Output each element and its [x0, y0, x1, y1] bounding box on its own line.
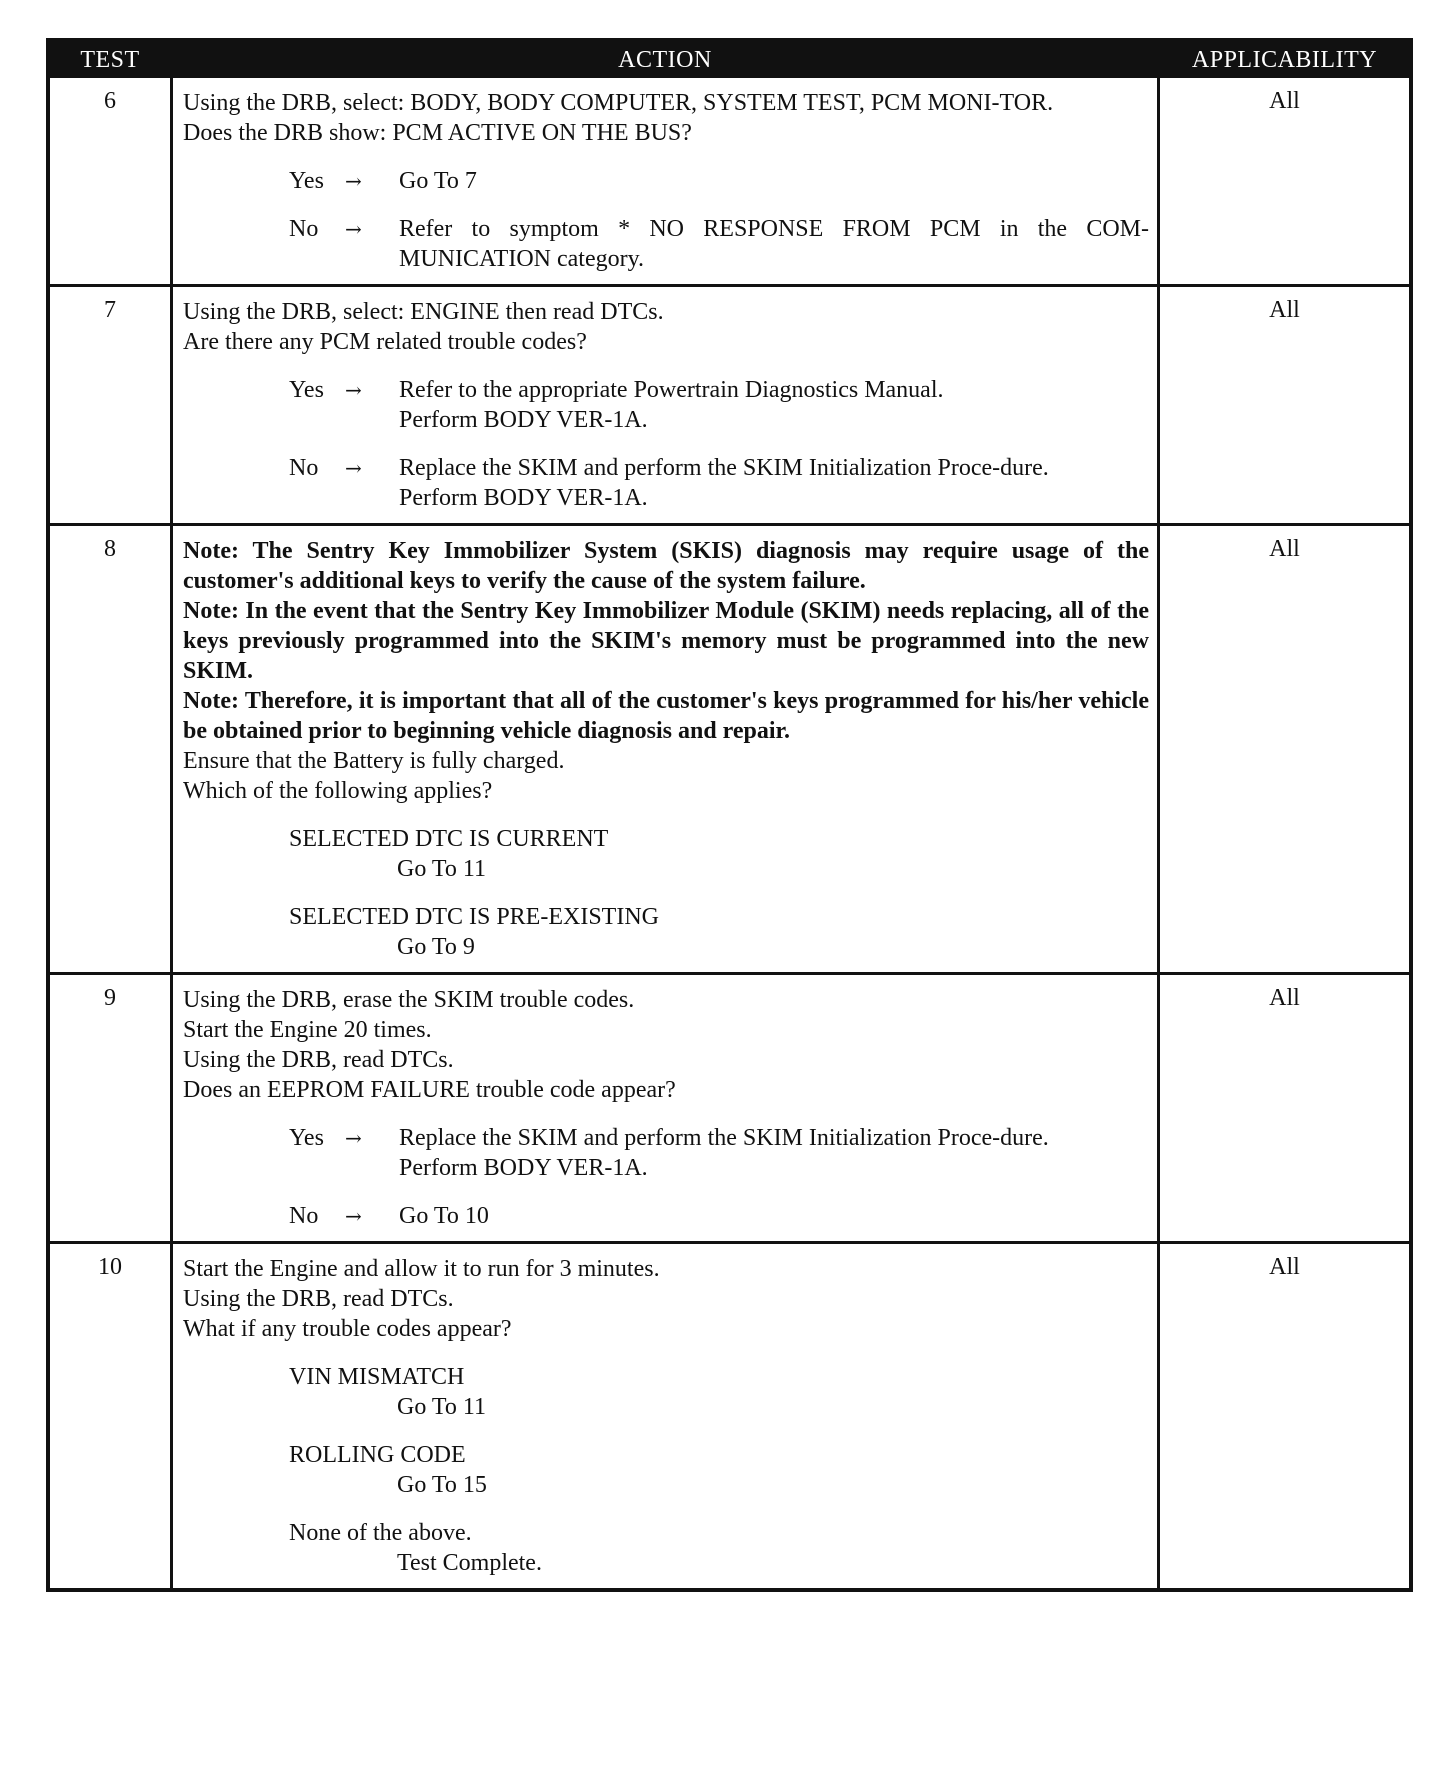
selection-option — [289, 1362, 1149, 1422]
applicability-value: All — [1269, 88, 1300, 114]
answer-result — [399, 1123, 1149, 1183]
answer-option — [289, 1123, 1149, 1183]
answer-result — [399, 166, 1149, 196]
result-line: Refer to the appropriate Powertrain Diagnostics Manual. — [399, 377, 944, 403]
arrow-icon: → — [345, 1204, 362, 1228]
answer-result — [399, 375, 1149, 435]
action-cell — [170, 975, 1160, 1241]
selection-option — [289, 902, 1149, 962]
applicability-value: All — [1269, 297, 1300, 323]
answer-option — [289, 1201, 1149, 1231]
note-text: Note: The Sentry Key Immobilizer System (SKIS) diagnosis may require usage of the customer's additional keys to verify the cause of the system failure. — [183, 538, 1149, 594]
answer-result — [399, 453, 1149, 513]
action-text: Using the DRB, read DTCs. — [183, 1286, 454, 1312]
action-text: Ensure that the Battery is fully charged. — [183, 748, 565, 774]
selection-goto: Test Complete. — [397, 1550, 542, 1576]
action-cell — [170, 287, 1160, 523]
action-text: Does the DRB show: PCM ACTIVE ON THE BUS? — [183, 120, 692, 146]
action-text: Start the Engine 20 times. — [183, 1017, 432, 1043]
arrow-icon: → — [345, 456, 362, 480]
answer-label: Yes — [289, 377, 324, 403]
action-cell — [170, 78, 1160, 284]
table-body — [50, 78, 1409, 1588]
action-text: Start the Engine and allow it to run for 3 minutes. — [183, 1256, 660, 1282]
action-text: What if any trouble codes appear? — [183, 1316, 512, 1342]
arrow-icon: → — [345, 169, 362, 193]
selection-goto: Go To 9 — [397, 934, 475, 960]
result-line: Go To 7 — [399, 168, 477, 194]
answer-label: Yes — [289, 168, 324, 194]
diagnostic-table — [46, 38, 1413, 1592]
selection-label: SELECTED DTC IS PRE-EXISTING — [289, 904, 659, 930]
answer-label: No — [289, 455, 319, 481]
header-test: TEST — [80, 46, 140, 73]
action-cell — [170, 1244, 1160, 1588]
result-line: Refer to symptom * NO RESPONSE FROM PCM in the COM-MUNICATION category. — [399, 216, 1149, 272]
arrow-icon: → — [345, 378, 362, 402]
action-text: Does an EEPROM FAILURE trouble code appear? — [183, 1077, 676, 1103]
table-row — [50, 78, 1409, 284]
answer-option — [289, 453, 1149, 513]
answer-label: No — [289, 216, 319, 242]
test-number: 10 — [98, 1254, 122, 1280]
table-row — [50, 523, 1409, 972]
action-text: Using the DRB, read DTCs. — [183, 1047, 454, 1073]
table-header — [50, 42, 1409, 78]
action-cell — [170, 526, 1160, 972]
action-text: Using the DRB, erase the SKIM trouble codes. — [183, 987, 635, 1013]
applicability-value: All — [1269, 985, 1300, 1011]
result-line: Perform BODY VER-1A. — [399, 1155, 648, 1181]
answer-result — [399, 1201, 1149, 1231]
table-row — [50, 284, 1409, 523]
selection-option — [289, 824, 1149, 884]
note-text: Note: In the event that the Sentry Key Immobilizer Module (SKIM) needs replacing, all of the keys previously programmed into the SKIM's memory must be programmed into the new SKIM. — [183, 598, 1149, 684]
answer-option — [289, 166, 1149, 196]
action-text: Using the DRB, select: ENGINE then read DTCs. — [183, 299, 664, 325]
selection-goto: Go To 15 — [397, 1472, 487, 1498]
table-row — [50, 1241, 1409, 1588]
header-action: ACTION — [618, 46, 712, 73]
answer-result — [399, 214, 1149, 274]
action-text: Which of the following applies? — [183, 778, 493, 804]
answer-label: No — [289, 1203, 319, 1229]
note-text: Note: Therefore, it is important that all of the customer's keys programmed for his/her vehicle be obtained prior to beginning vehicle diagnosis and repair. — [183, 688, 1149, 744]
result-line: Perform BODY VER-1A. — [399, 485, 648, 511]
arrow-icon: → — [345, 1126, 362, 1150]
test-number: 9 — [104, 985, 116, 1011]
answer-option — [289, 375, 1149, 435]
selection-label: VIN MISMATCH — [289, 1364, 465, 1390]
result-line: Perform BODY VER-1A. — [399, 407, 648, 433]
selection-option — [289, 1440, 1149, 1500]
test-number: 8 — [104, 536, 116, 562]
test-number: 6 — [104, 88, 116, 114]
answer-option — [289, 214, 1149, 274]
result-line: Replace the SKIM and perform the SKIM Initialization Proce-dure. — [399, 455, 1049, 481]
arrow-icon: → — [345, 217, 362, 241]
selection-goto: Go To 11 — [397, 1394, 486, 1420]
header-applicability: APPLICABILITY — [1191, 46, 1378, 73]
selection-option — [289, 1518, 1149, 1578]
answer-label: Yes — [289, 1125, 324, 1151]
result-line: Replace the SKIM and perform the SKIM Initialization Proce-dure. — [399, 1125, 1049, 1151]
test-number: 7 — [104, 297, 116, 323]
action-text: Are there any PCM related trouble codes? — [183, 329, 587, 355]
applicability-value: All — [1269, 536, 1300, 562]
action-text: Using the DRB, select: BODY, BODY COMPUTER, SYSTEM TEST, PCM MONI-TOR. — [183, 90, 1054, 116]
applicability-value: All — [1269, 1254, 1300, 1280]
table-row — [50, 972, 1409, 1241]
selection-goto: Go To 11 — [397, 856, 486, 882]
selection-label: SELECTED DTC IS CURRENT — [289, 826, 609, 852]
selection-label: None of the above. — [289, 1520, 472, 1546]
selection-label: ROLLING CODE — [289, 1442, 466, 1468]
result-line: Go To 10 — [399, 1203, 489, 1229]
